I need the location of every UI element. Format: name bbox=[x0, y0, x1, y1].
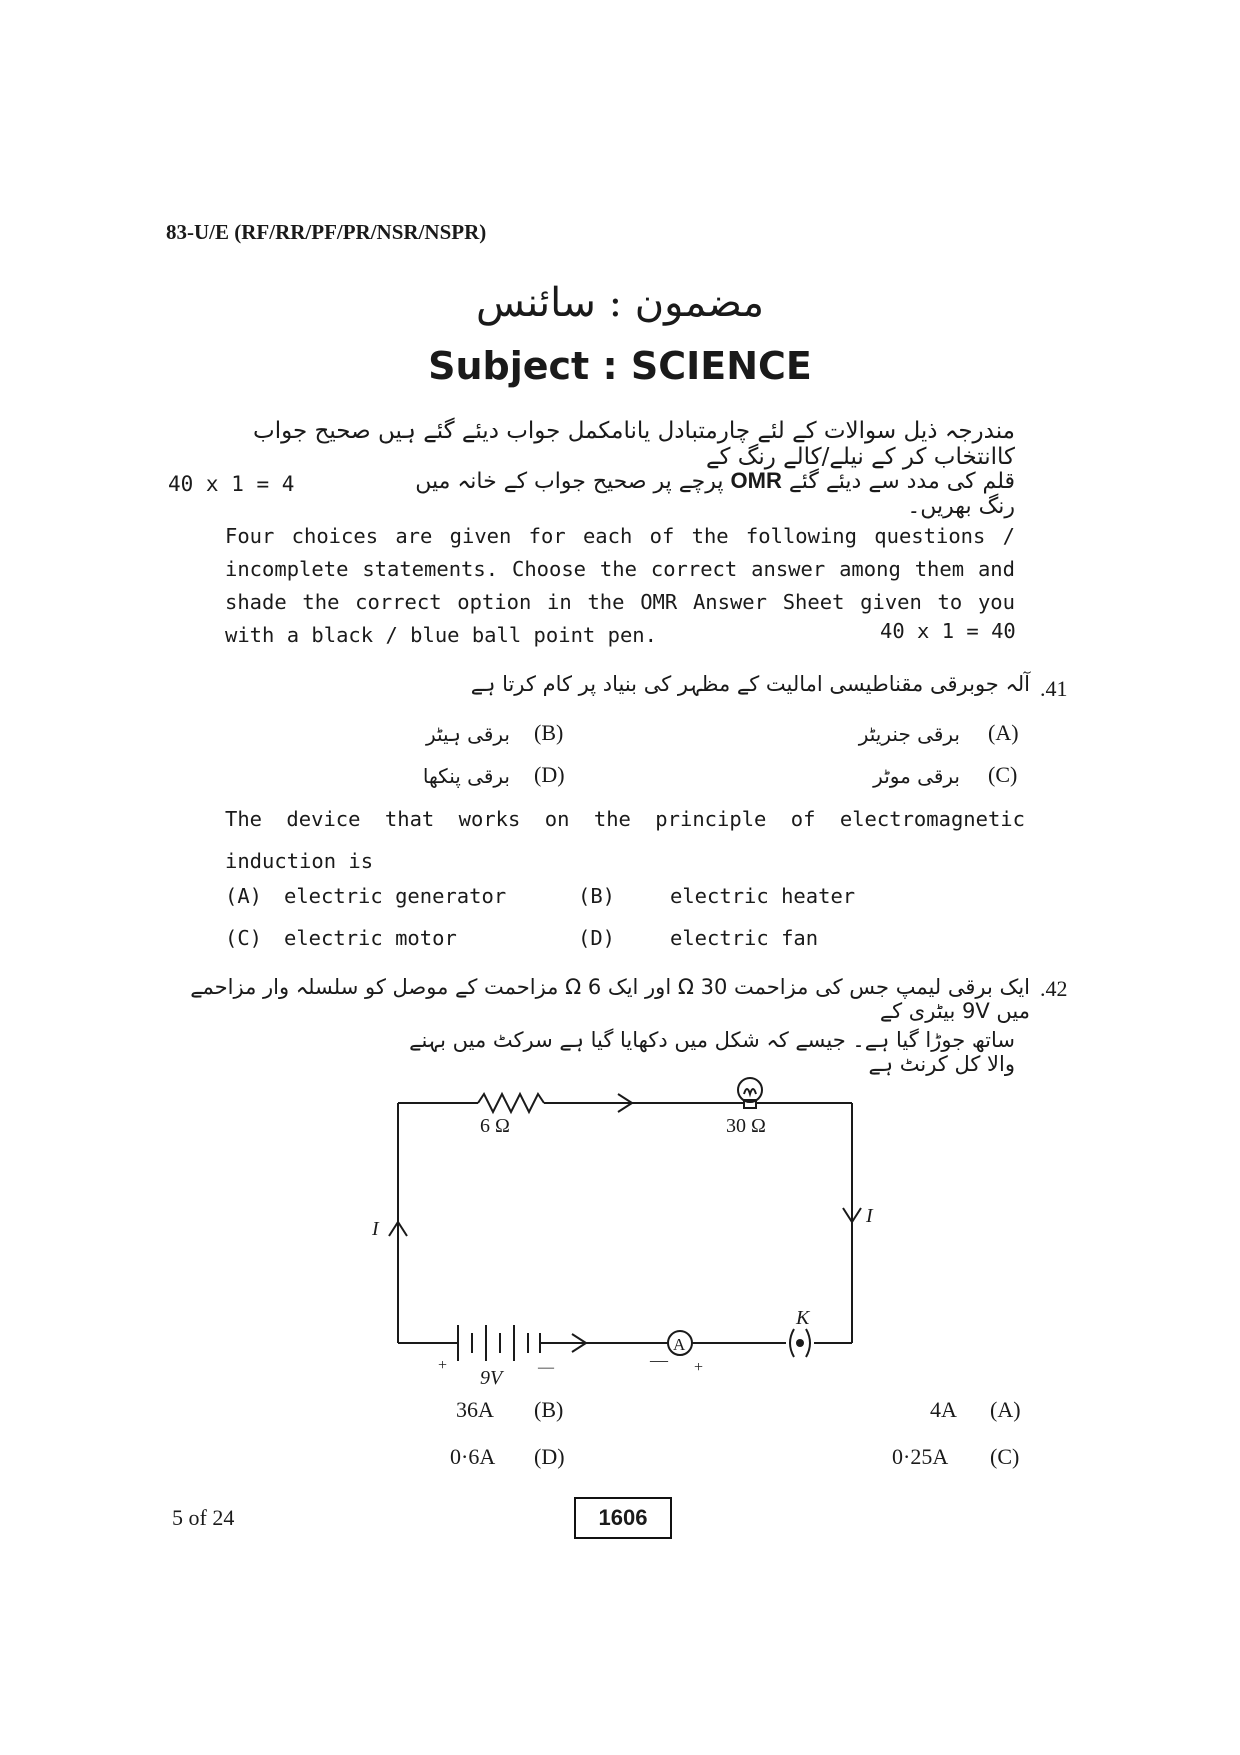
subject-title-urdu: مضمون : سائنس bbox=[475, 280, 765, 326]
ammeter-plus: + bbox=[694, 1359, 704, 1376]
q42-option-c-letter: (C) bbox=[990, 1444, 1020, 1469]
q42-option-d-value: 0·6A bbox=[450, 1444, 496, 1469]
key-plug bbox=[796, 1339, 804, 1347]
key-right-bracket bbox=[806, 1329, 810, 1357]
q41-urdu-option-a-letter: (A) bbox=[988, 720, 1019, 745]
q41-urdu-option-b-text: برقی ہیٹر bbox=[425, 722, 510, 746]
q41-option-c-letter: (C) bbox=[225, 926, 263, 950]
battery-plus: + bbox=[438, 1357, 448, 1374]
q41-urdu-option-c-letter: (C) bbox=[988, 762, 1018, 787]
battery-label: 9V bbox=[480, 1367, 503, 1389]
paper-code-box: 1606 bbox=[574, 1497, 672, 1539]
q41-urdu-option-d-letter: (D) bbox=[534, 762, 565, 787]
q42-option-a-letter: (A) bbox=[990, 1397, 1021, 1422]
ammeter-label: A bbox=[673, 1335, 686, 1354]
instructions-urdu-after: پرچے پر صحیح جواب کے خانہ میں رنگ بھریں۔ bbox=[415, 469, 1015, 519]
q41-urdu-option-a-text: برقی جنریٹر bbox=[858, 722, 960, 746]
paper-code: 83-U/E (RF/RR/PF/PR/NSR/NSPR) bbox=[166, 220, 487, 244]
lamp-label: 30 Ω bbox=[726, 1115, 766, 1137]
lamp-bulb bbox=[738, 1078, 762, 1102]
q42-option-d-letter: (D) bbox=[534, 1444, 565, 1469]
q42-option-c-value: 0·25A bbox=[892, 1444, 949, 1469]
current-label-left: I bbox=[372, 1218, 379, 1240]
q41-option-b-letter: (B) bbox=[578, 884, 616, 908]
page-number: 5 of 24 bbox=[172, 1505, 235, 1530]
instructions-urdu-before: قلم کی مدد سے دیئے گئے bbox=[788, 469, 1015, 494]
q41-urdu-option-c-text: برقی موٹر bbox=[873, 764, 960, 788]
q41-urdu-option-b-letter: (B) bbox=[534, 720, 564, 745]
q41-option-c-text: electric motor bbox=[284, 926, 457, 950]
marks-urdu: 40 x 1 = 4 bbox=[168, 472, 295, 496]
q42-option-b-value: 36A bbox=[456, 1397, 494, 1422]
question-41-urdu: آلہ جوبرقی مقناطیسی امالیت کے مظہر کی بنیاد پر کام کرتا ہے bbox=[470, 672, 1030, 696]
current-label-right: I bbox=[866, 1205, 873, 1227]
key-label: K bbox=[796, 1307, 810, 1329]
question-41-number: .41 bbox=[1040, 676, 1068, 701]
marks-english: 40 x 1 = 40 bbox=[880, 619, 1016, 643]
instructions-urdu-line1: مندرجہ ذیل سوالات کے لئے چارمتبادل یانامکمل جواب دیئے گئے ہیں صحیح جواب کاانتخاب کر کے نیلے/کالے رنگ کے bbox=[253, 418, 1015, 470]
instructions-english: Four choices are given for each of the following questions / incomplete statements. Choose the correct answer among them and shade the correct option in the OMR Answer Sheet given to you with a black / blue ball point pen. bbox=[225, 524, 1015, 647]
question-42-number: .42 bbox=[1040, 976, 1068, 1001]
key-left-bracket bbox=[790, 1329, 794, 1357]
ammeter-minus: — bbox=[650, 1350, 668, 1370]
q41-option-b-text: electric heater bbox=[670, 884, 856, 908]
subject-title-english: Subject : SCIENCE bbox=[428, 344, 812, 388]
question-42-urdu-line1: ایک برقی لیمپ جس کی مزاحمت 30 Ω اور ایک 6 Ω مزاحمت کے موصل کو سلسلہ وار مزاحمے میں 9V بیٹری کے bbox=[190, 975, 1030, 1023]
resistor-zigzag bbox=[478, 1094, 544, 1112]
question-42-urdu-line2: ساتھ جوڑا گیا ہے۔ جیسے کہ شکل میں دکھایا گیا ہے سرکٹ میں بہنے والا کل کرنٹ ہے bbox=[409, 1028, 1015, 1076]
battery-minus: — bbox=[538, 1359, 554, 1376]
q42-option-b-letter: (B) bbox=[534, 1397, 564, 1422]
omr-label: OMR bbox=[730, 468, 782, 493]
q41-option-a-text: electric generator bbox=[284, 884, 507, 908]
q41-option-d-letter: (D) bbox=[578, 926, 616, 950]
q41-option-a-letter: (A) bbox=[225, 884, 263, 908]
q41-urdu-option-d-text: برقی پنکھا bbox=[422, 764, 510, 788]
q41-option-d-text: electric fan bbox=[670, 926, 819, 950]
question-41-english: The device that works on the principle of electromagnetic induction is bbox=[225, 807, 1025, 873]
lamp-filament bbox=[744, 1089, 756, 1094]
resistor-label: 6 Ω bbox=[480, 1115, 510, 1137]
q42-option-a-value: 4A bbox=[930, 1397, 957, 1422]
